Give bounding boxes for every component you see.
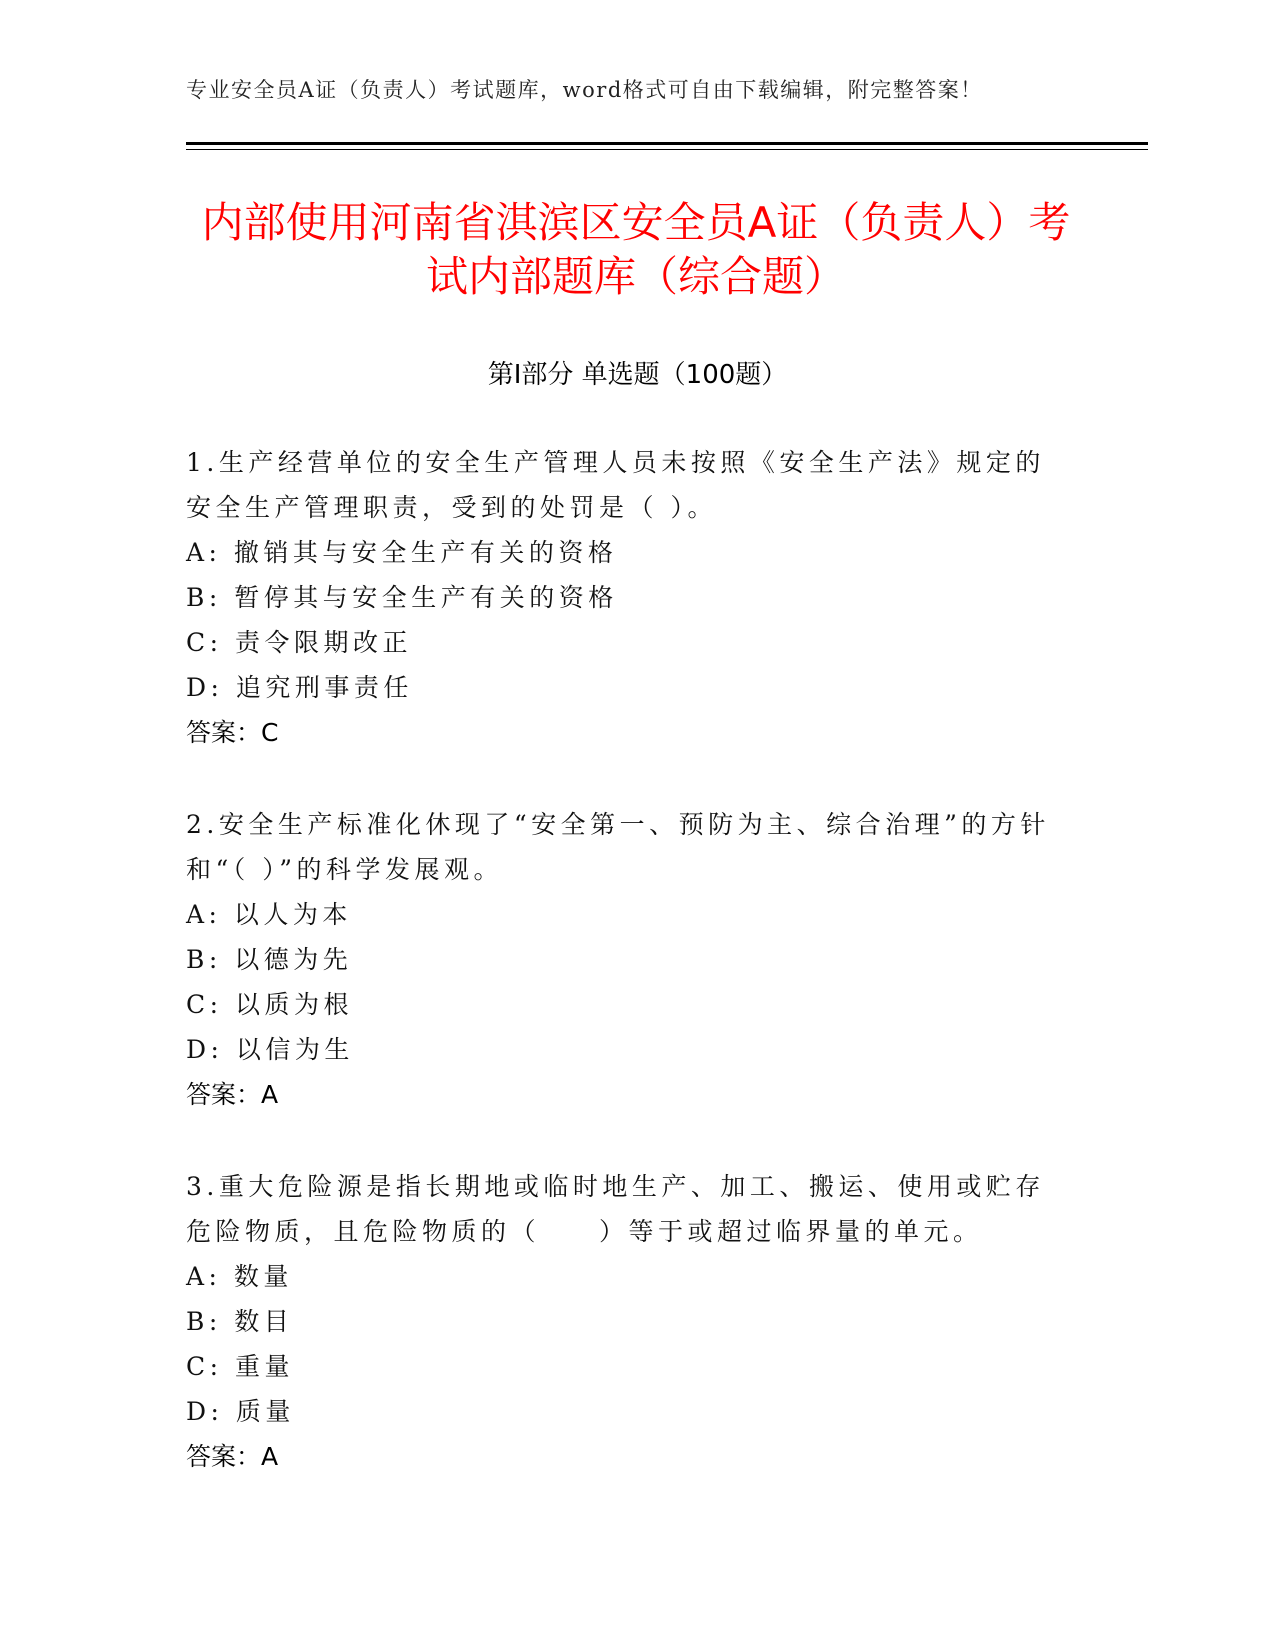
option-c: C: 责令限期改正 [186, 628, 412, 657]
header-rule-thin [186, 149, 1148, 150]
option-c: C: 以质为根 [186, 990, 353, 1019]
question-2 [186, 802, 1066, 1117]
section-heading: 第I部分 单选题（100题） [487, 360, 788, 390]
answer: 答案：C [186, 718, 279, 747]
question-stem: 3.重大危险源是指长期地或临时地生产、加工、搬运、使用或贮存危险物质，且危险物质的（ ）等于或超过临界量的单元。 [186, 1172, 1045, 1246]
option-b: B: 暂停其与安全生产有关的资格 [186, 583, 618, 612]
option-d: D: 追究刑事责任 [186, 673, 413, 702]
question-stem: 1.生产经营单位的安全生产管理人员未按照《安全生产法》规定的安全生产管理职责，受到的处罚是（ ）。 [186, 448, 1045, 522]
option-a: A: 撤销其与安全生产有关的资格 [186, 538, 618, 567]
option-b: B: 以德为先 [186, 945, 353, 974]
question-3 [186, 1164, 1066, 1479]
option-d: D: 以信为生 [186, 1035, 354, 1064]
question-stem: 2.安全生产标准化休现了“安全第一、预防为主、综合治理”的方针和“（ ）”的科学发展观。 [186, 810, 1050, 884]
question-1 [186, 440, 1066, 755]
option-a: A: 以人为本 [186, 900, 352, 929]
header-note: 专业安全员A证（负责人）考试题库，word格式可自由下载编辑，附完整答案！ [186, 78, 983, 102]
option-a: A: 数量 [186, 1262, 293, 1291]
header-rule-thick [186, 142, 1148, 145]
option-c: C: 重量 [186, 1352, 294, 1381]
answer: 答案：A [186, 1080, 279, 1109]
option-d: D: 质量 [186, 1397, 295, 1426]
option-b: B: 数目 [186, 1307, 294, 1336]
answer: 答案：A [186, 1442, 279, 1471]
document-title: 内部使用河南省淇滨区安全员A证（负责人）考试内部题库（综合题） [201, 198, 1071, 301]
